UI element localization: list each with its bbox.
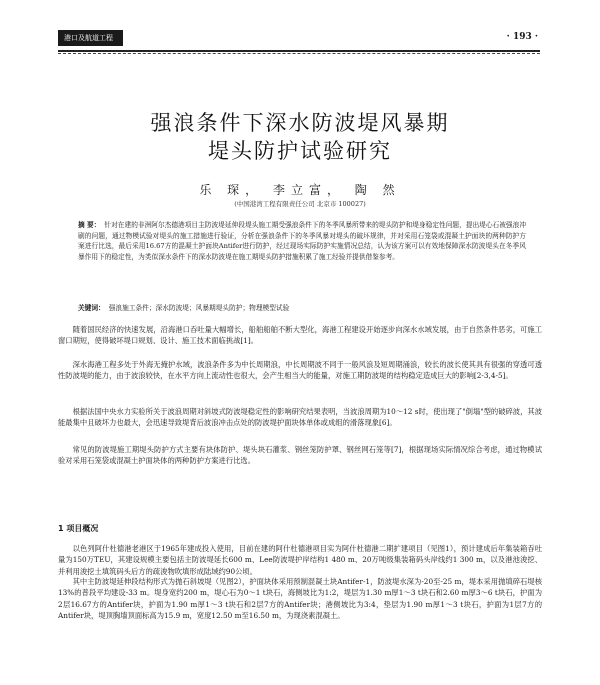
abstract-text: 针对在建的非洲阿尔杰德港项目主防波堤延伸段堤头施工期受强浪条件下的冬季风暴所带来的堤头防护和堤身稳定性问题，提出堤心石被强浪冲刷的问题，通过物模试验对堤头的施工措施进行验证，分析在强浪条件下的冬季风暴对堤头的破坏规律，并对采用石笼袋或混凝土护面块的两种防护方案进行比选，最后采用16.67方的混凝土护面块Antifer进行防护，经过现场实际防护实施情况总结，认为该方案可以有效地保障深水防波堤头在冬季风暴作用下的稳定性，为类似深水条件下的深水防波堤在施工期堤头防护措施积累了施工经验并提供借鉴参考。: [78, 221, 527, 261]
page-number: · 193 ·: [506, 32, 538, 42]
abstract-label: 摘 要：: [78, 221, 101, 229]
article-title-line1: 强浪条件下深水防波堤风暴期: [150, 111, 450, 135]
header-divider: [58, 53, 540, 54]
body-paragraph-2: 深水海港工程多处于外海无掩护水域，波浪条件多为中长周期浪，中长周期波不同于一般风浪及短周期涌浪，较长的波长使其具有很强的穿透可透性防波堤的能力，由于波浪较快，在水平方向上流动性也很大，会产生相当大的能量，对施工期防波堤的结构稳定造成巨大的影响[2-3,4-5]。: [58, 360, 542, 381]
body-paragraph-3: 根据法国中央水力实验所关于波浪周期对斜坡式防波堤稳定性的影响研究结果表明，当波浪周期为10～12 s时，使出现了"倒塌"型的破碎波，其波能最集中且破坏力也最大，会迅速导致堤背后波浪冲击点处的防波堤护面块体单体或成组的滑落现象[6]。: [58, 407, 542, 428]
authors: 乐 琛， 李立富， 陶 然: [199, 183, 401, 197]
keywords-label: 关键词：: [78, 304, 105, 312]
body-paragraph-6: 其中主防波堤延伸段结构形式为抛石斜坡堤（见图2），护面块体采用预制混凝土块Antifer-1，防波堤水深为-20至-25 m，堤本采用抛填碎石堤核13%的普段平均建设-33 m。堤身宽约200 m，堤心石为0～1 t块石，海侧坡比为1:2，堤层为1.30 m厚1～3 t块石和2.60 m厚3～6 t块石，护面为2层16.67方的Antifer块，护面为1.90 m厚1～3 t块石和2层7方的Antifer块；港侧坡比为3:4，垫层为1.90 m厚1～3 t块石，护面为1层7方的Antifer块，堤顶胸墙顶面标高为15.9 m，宽度12.50 m至16.50 m，为现浇素混凝土。: [58, 577, 542, 620]
journal-name: 港口及航道工程: [58, 30, 123, 46]
running-header: [58, 30, 540, 52]
keywords-text: 强浪施工条件；深水防波堤；风暴期堤头防护；物理模型试验: [108, 304, 290, 312]
article-title-line2: 堤头防护试验研究: [208, 139, 392, 163]
body-paragraph-4: 常见的防波堤施工期堤头防护方式主要有块体防护、堤头块石灌浆、钢丝笼防护罩、钢丝网石笼等[7]，根据现场实际情况综合考虑，通过物模试验对采用石笼袋或混凝土护面块体的两种防护方案进行比选。: [58, 445, 542, 466]
keywords: [78, 303, 526, 313]
abstract: [78, 220, 526, 262]
body-paragraph-1: 随着国民经济的快速发展，沿海港口吞吐量大幅增长，船舶船舶不断大型化，海港工程建设开始逐步向深水水域发展，由于自然条件恶劣，可施工窗口期短，使得破坏堤口规划、设计、施工技术面临挑战[1]。: [58, 325, 542, 346]
affiliation: (中国港湾工程有限责任公司 北京市 100027): [234, 200, 366, 208]
section-heading-project-overview: 1 项目概况: [58, 524, 99, 533]
body-paragraph-5: 以色列阿什杜德港老港区于1965年建成投入使用，目前在建的阿什杜德港项目实为阿什杜德港二期扩建项目（见图1），预计建成后年集装箱吞吐量为150万TEU，其建设规模主要包括主防波堤延长600 m、Lee防波堤护岸结构1 480 m、20万吨级集装箱码头岸线约1 300 m，以及港池浚挖、并利用浚挖土填筑码头后方的疏浚物吹填形成陆域约90公顷。: [58, 544, 542, 576]
